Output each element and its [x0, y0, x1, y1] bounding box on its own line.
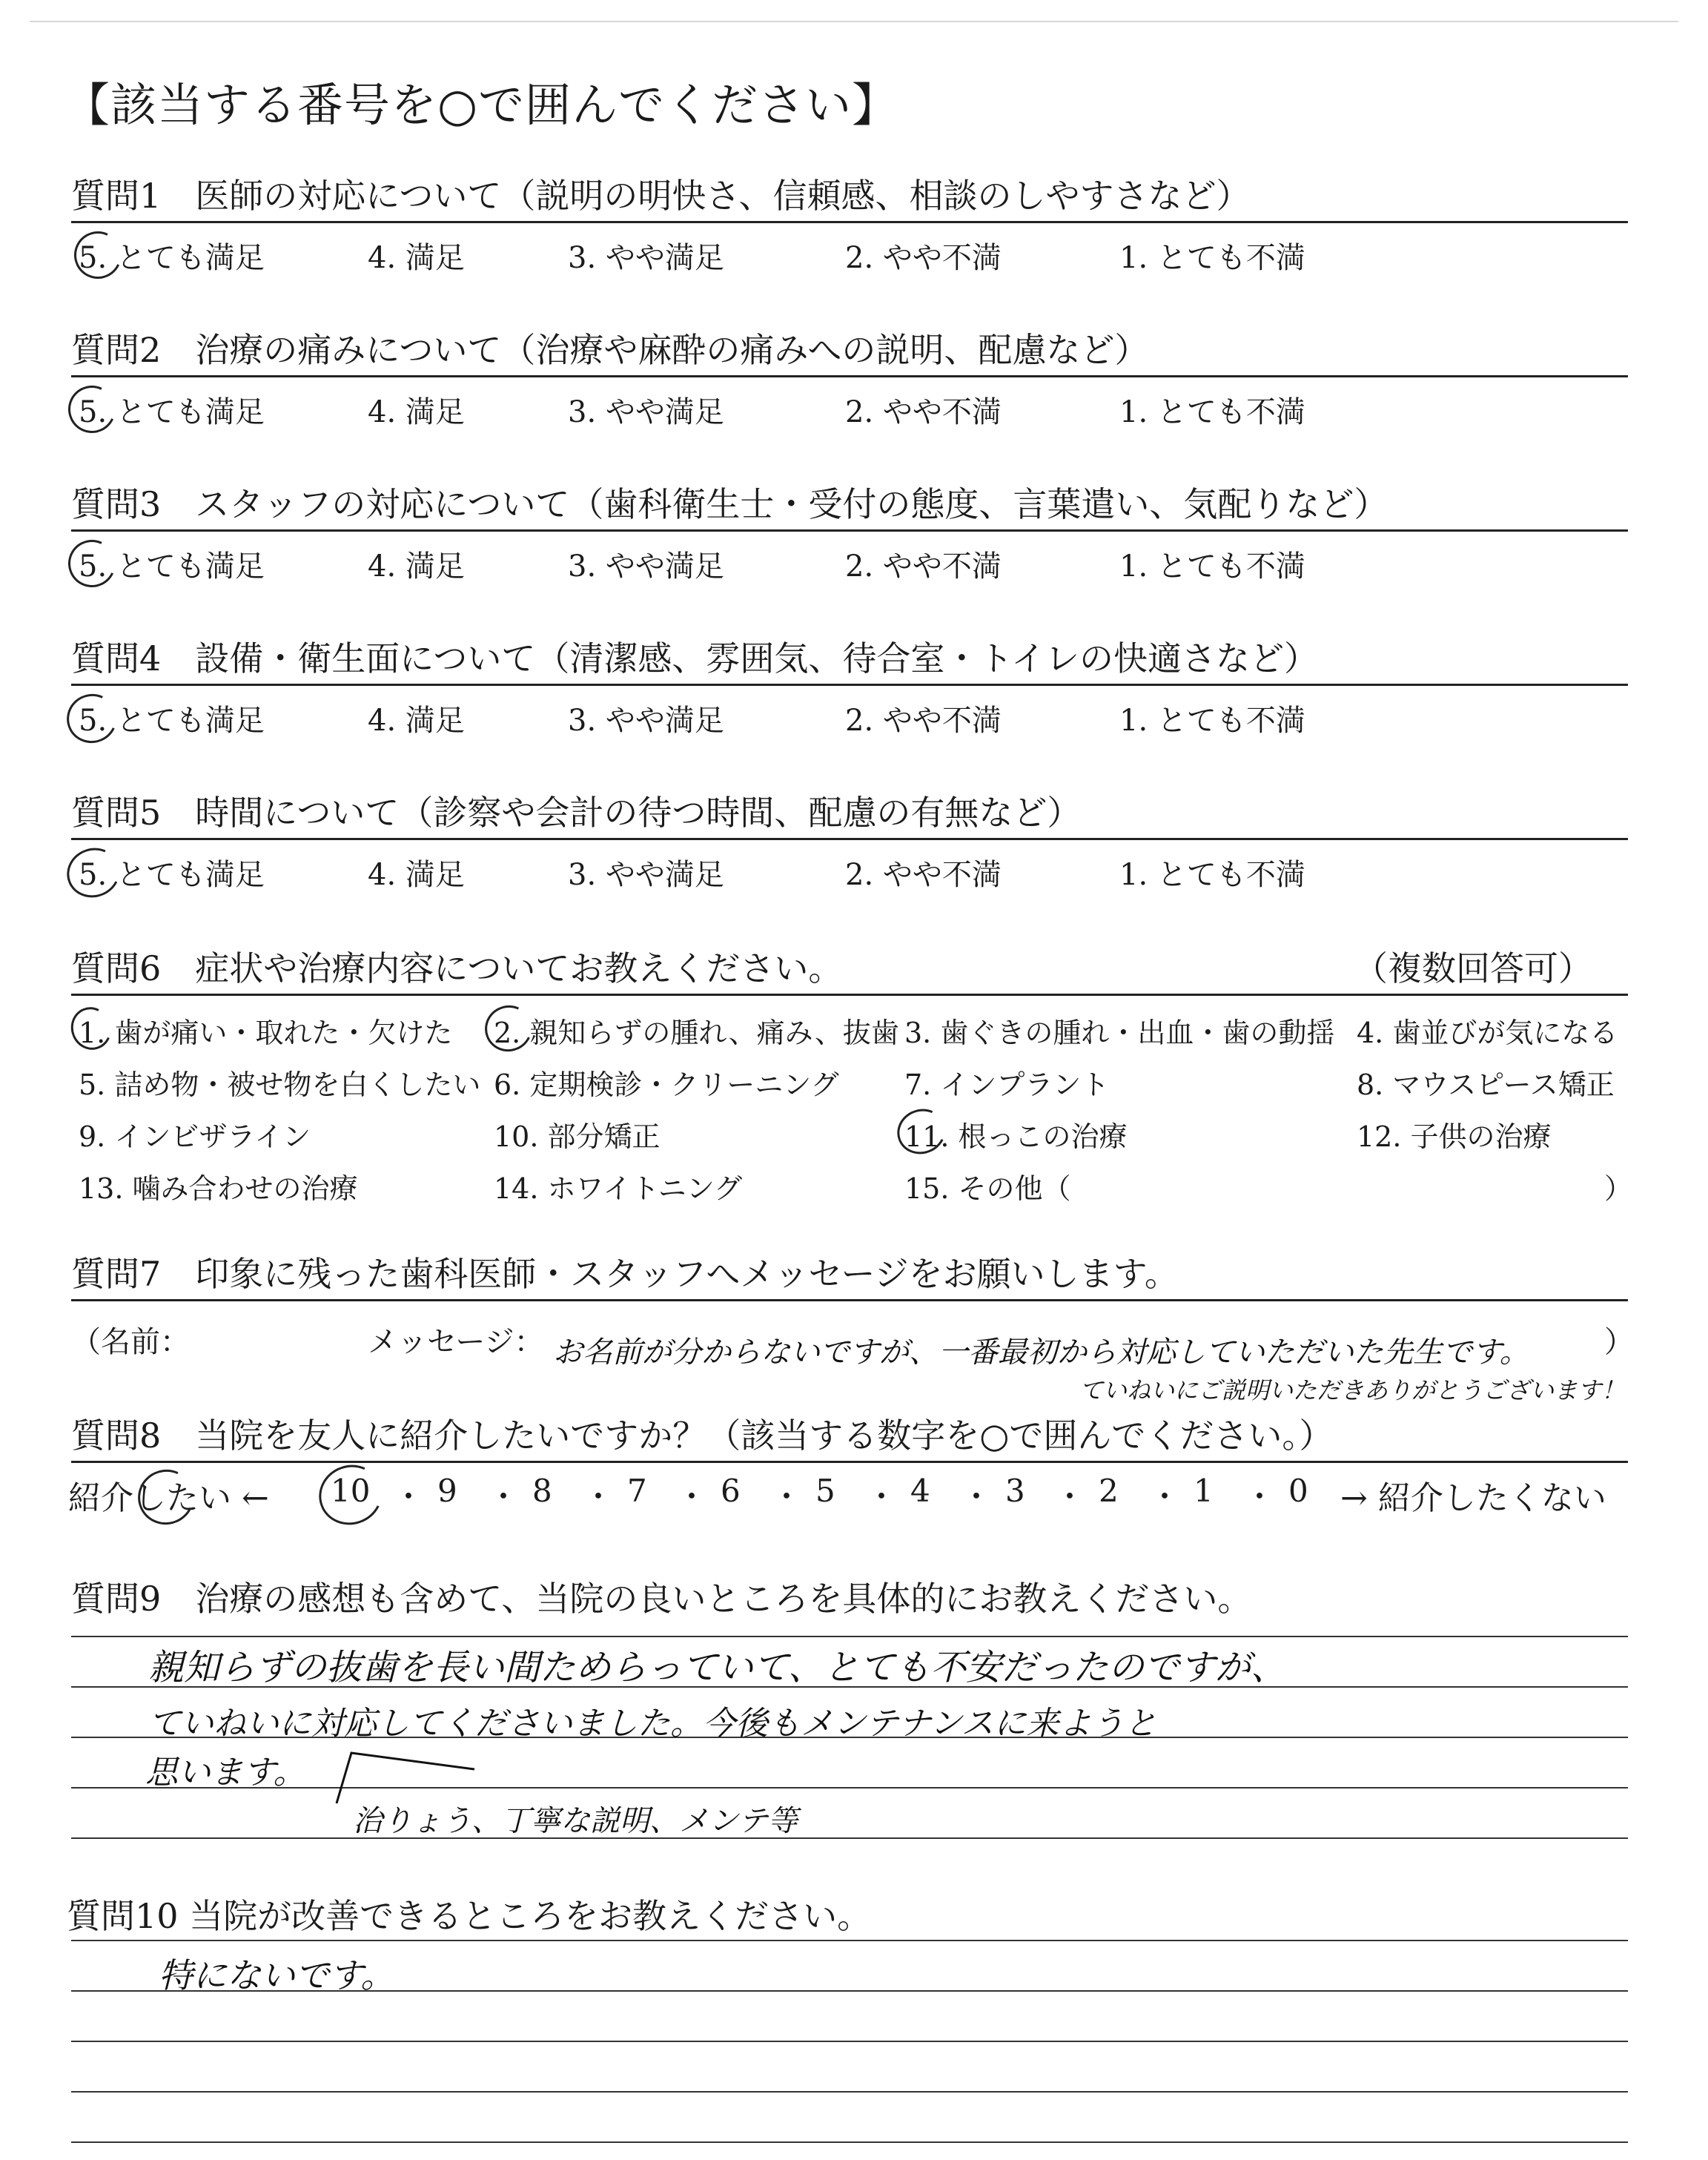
question-heading: 質問3 スタッフの対応について（歯科衛生士・受付の態度、言葉遣い、気配りなど）	[71, 484, 1388, 524]
scale-number[interactable]: 6	[721, 1473, 741, 1509]
rating-option-2[interactable]: 2. やや不満	[845, 704, 1002, 738]
symptom-option[interactable]: 1. 歯が痛い・取れた・欠けた	[79, 1017, 453, 1049]
answer-line	[71, 1636, 1628, 1637]
recommend-label: 紹介したい ←	[68, 1479, 269, 1517]
rating-option-2[interactable]: 2. やや不満	[845, 858, 1002, 892]
answer-line	[71, 2041, 1628, 2042]
heading-rule	[71, 994, 1628, 996]
rating-option-5[interactable]: 5. とても満足	[79, 858, 265, 892]
answer-line	[71, 2091, 1628, 2093]
question-9	[71, 1572, 1628, 1639]
heading-rule	[71, 838, 1628, 840]
selection-circle	[311, 1456, 391, 1534]
rating-option-2[interactable]: 2. やや不満	[845, 395, 1002, 429]
rating-option-1[interactable]: 1. とても不満	[1119, 858, 1305, 892]
other-close-paren: ）	[1604, 1172, 1633, 1205]
scale-number[interactable]: 0	[1288, 1473, 1308, 1509]
rating-option-4[interactable]: 4. 満足	[368, 395, 465, 429]
symptom-option[interactable]: 2. 親知らずの腫れ、痛み、抜歯	[494, 1017, 899, 1049]
heading-rule	[71, 375, 1628, 377]
question-heading: 質問10 当院が改善できるところをお教えください。	[67, 1896, 872, 1936]
question-2	[71, 323, 1628, 427]
instruction-title: 【該当する番号を○で囲んでください】	[64, 78, 899, 132]
symptom-option[interactable]: 4. 歯並びが気になる	[1357, 1017, 1618, 1049]
symptom-option[interactable]: 12. 子供の治療	[1357, 1120, 1552, 1153]
scale-number[interactable]: 8	[532, 1473, 552, 1509]
heading-rule	[71, 529, 1628, 532]
question-heading: 質問6 症状や治療内容についてお教えください。	[71, 948, 843, 988]
scale-number[interactable]: 1	[1194, 1473, 1214, 1509]
rating-option-5[interactable]: 5. とても満足	[79, 395, 265, 429]
symptom-option[interactable]: 13. 噛み合わせの治療	[79, 1172, 358, 1205]
rating-option-3[interactable]: 3. やや満足	[568, 704, 724, 738]
scale-dot: ・	[488, 1479, 520, 1515]
question-heading: 質問7 印象に残った歯科医師・スタッフへメッセージをお願いします。	[71, 1254, 1179, 1294]
rating-option-5[interactable]: 5. とても満足	[79, 704, 265, 738]
handwritten-note: 治りょう、丁寧な説明、メンテ等	[353, 1804, 798, 1838]
heading-rule	[71, 221, 1628, 223]
question-3	[71, 478, 1628, 584]
rating-option-5[interactable]: 5. とても満足	[79, 549, 265, 584]
rating-option-1[interactable]: 1. とても不満	[1119, 704, 1305, 738]
selection-circle	[60, 841, 127, 905]
scale-number[interactable]: 2	[1099, 1473, 1119, 1509]
question-6	[71, 942, 1633, 1216]
handwritten-answer: 親知らずの抜歯を長い間ためらっていて、とても不安だったのですが、	[148, 1647, 1287, 1688]
question-8	[68, 1409, 1628, 1527]
scale-dot: ・	[393, 1479, 425, 1515]
rating-option-2[interactable]: 2. やや不満	[845, 549, 1002, 584]
scale-number[interactable]: 7	[627, 1473, 647, 1509]
question-4	[71, 632, 1628, 736]
symptom-option[interactable]: 11. 根っこの治療	[904, 1120, 1128, 1153]
answer-line	[71, 1940, 1628, 1941]
question-5	[71, 786, 1628, 890]
rating-option-3[interactable]: 3. やや満足	[568, 241, 724, 275]
answer-line	[71, 2141, 1628, 2143]
question-heading: 質問2 治療の痛みについて（治療や麻酔の痛みへの説明、配慮など）	[71, 330, 1149, 370]
multiple-answer-note: （複数回答可）	[1354, 948, 1592, 988]
scale-number[interactable]: 9	[437, 1473, 457, 1509]
rating-option-3[interactable]: 3. やや満足	[568, 858, 724, 892]
question-heading: 質問9 治療の感想も含めて、当院の良いところを具体的にお教えください。	[71, 1579, 1252, 1619]
scale-dot: ・	[961, 1479, 993, 1515]
rating-option-1[interactable]: 1. とても不満	[1119, 395, 1305, 429]
rating-option-3[interactable]: 3. やや満足	[568, 395, 724, 429]
handwritten-answer: ていねいに対応してくださいました。今後もメンテナンスに来ようと	[148, 1705, 1157, 1743]
handwritten-answer: 思います。	[145, 1754, 306, 1791]
symptom-option[interactable]: 7. インプラント	[904, 1069, 1110, 1101]
scale-dot: ・	[583, 1479, 615, 1515]
rating-option-3[interactable]: 3. やや満足	[568, 549, 724, 584]
question-7	[71, 1247, 1634, 1404]
scale-number[interactable]: 10	[331, 1473, 371, 1509]
rating-option-4[interactable]: 4. 満足	[368, 549, 465, 584]
rating-option-1[interactable]: 1. とても不満	[1119, 241, 1305, 275]
top-border	[30, 21, 1678, 22]
symptom-option[interactable]: 10. 部分矯正	[494, 1120, 661, 1153]
scale-dot: ・	[1244, 1479, 1276, 1515]
scale-number[interactable]: 3	[1005, 1473, 1025, 1509]
rating-option-4[interactable]: 4. 満足	[368, 241, 465, 275]
handwritten-message: お名前が分からないですが、一番最初から対応していただいた先生です。	[553, 1335, 1529, 1370]
heading-rule	[71, 684, 1628, 686]
scale-number[interactable]: 4	[910, 1473, 930, 1509]
scale-dot: ・	[1054, 1479, 1086, 1515]
not-recommend-label: → 紹介したくない	[1340, 1479, 1606, 1517]
handwritten-answer: 特にないです。	[159, 1955, 395, 1995]
rating-option-4[interactable]: 4. 満足	[368, 704, 465, 738]
question-heading: 質問4 設備・衛生面について（清潔感、雰囲気、待合室・トイレの快適さなど）	[71, 638, 1319, 678]
symptom-option[interactable]: 5. 詰め物・被せ物を白くしたい	[79, 1069, 481, 1101]
symptom-option[interactable]: 14. ホワイトニング	[494, 1172, 743, 1205]
symptom-option[interactable]: 8. マウスピース矯正	[1357, 1069, 1615, 1101]
handwritten-message: ていねいにご説明いただきありがとうございます！	[1079, 1376, 1626, 1404]
question-10	[67, 1889, 1628, 1956]
symptom-option-other[interactable]: 15. その他（	[904, 1172, 1071, 1205]
rating-option-2[interactable]: 2. やや不満	[845, 241, 1002, 275]
question-heading: 質問1 医師の対応について（説明の明快さ、信頼感、相談のしやすさなど）	[71, 176, 1251, 216]
name-label: （名前：	[71, 1325, 190, 1359]
scale-dot: ・	[1149, 1479, 1181, 1515]
rating-option-1[interactable]: 1. とても不満	[1119, 549, 1305, 584]
scale-dot: ・	[676, 1479, 708, 1515]
scale-dot: ・	[771, 1479, 803, 1515]
scale-dot: ・	[866, 1479, 898, 1515]
answer-line	[71, 1837, 1628, 1839]
caret-mark	[334, 1747, 482, 1806]
message-close-paren: ）	[1604, 1325, 1634, 1359]
symptom-option[interactable]: 6. 定期検診・クリーニング	[494, 1069, 839, 1101]
symptom-option[interactable]: 9. インビザライン	[79, 1120, 311, 1153]
question-heading: 質問5 時間について（診察や会計の待つ時間、配慮の有無など）	[71, 793, 1082, 833]
rating-option-5[interactable]: 5. とても満足	[79, 241, 265, 275]
message-label: メッセージ：	[368, 1325, 544, 1359]
scale-number[interactable]: 5	[815, 1473, 835, 1509]
question-heading: 質問8 当院を友人に紹介したいですか？（該当する数字を○で囲んでください。）	[71, 1416, 1334, 1456]
symptom-option[interactable]: 3. 歯ぐきの腫れ・出血・歯の動揺	[904, 1017, 1335, 1049]
rating-option-4[interactable]: 4. 満足	[368, 858, 465, 892]
question-1	[71, 169, 1628, 273]
heading-rule	[71, 1461, 1628, 1463]
heading-rule	[71, 1299, 1628, 1301]
